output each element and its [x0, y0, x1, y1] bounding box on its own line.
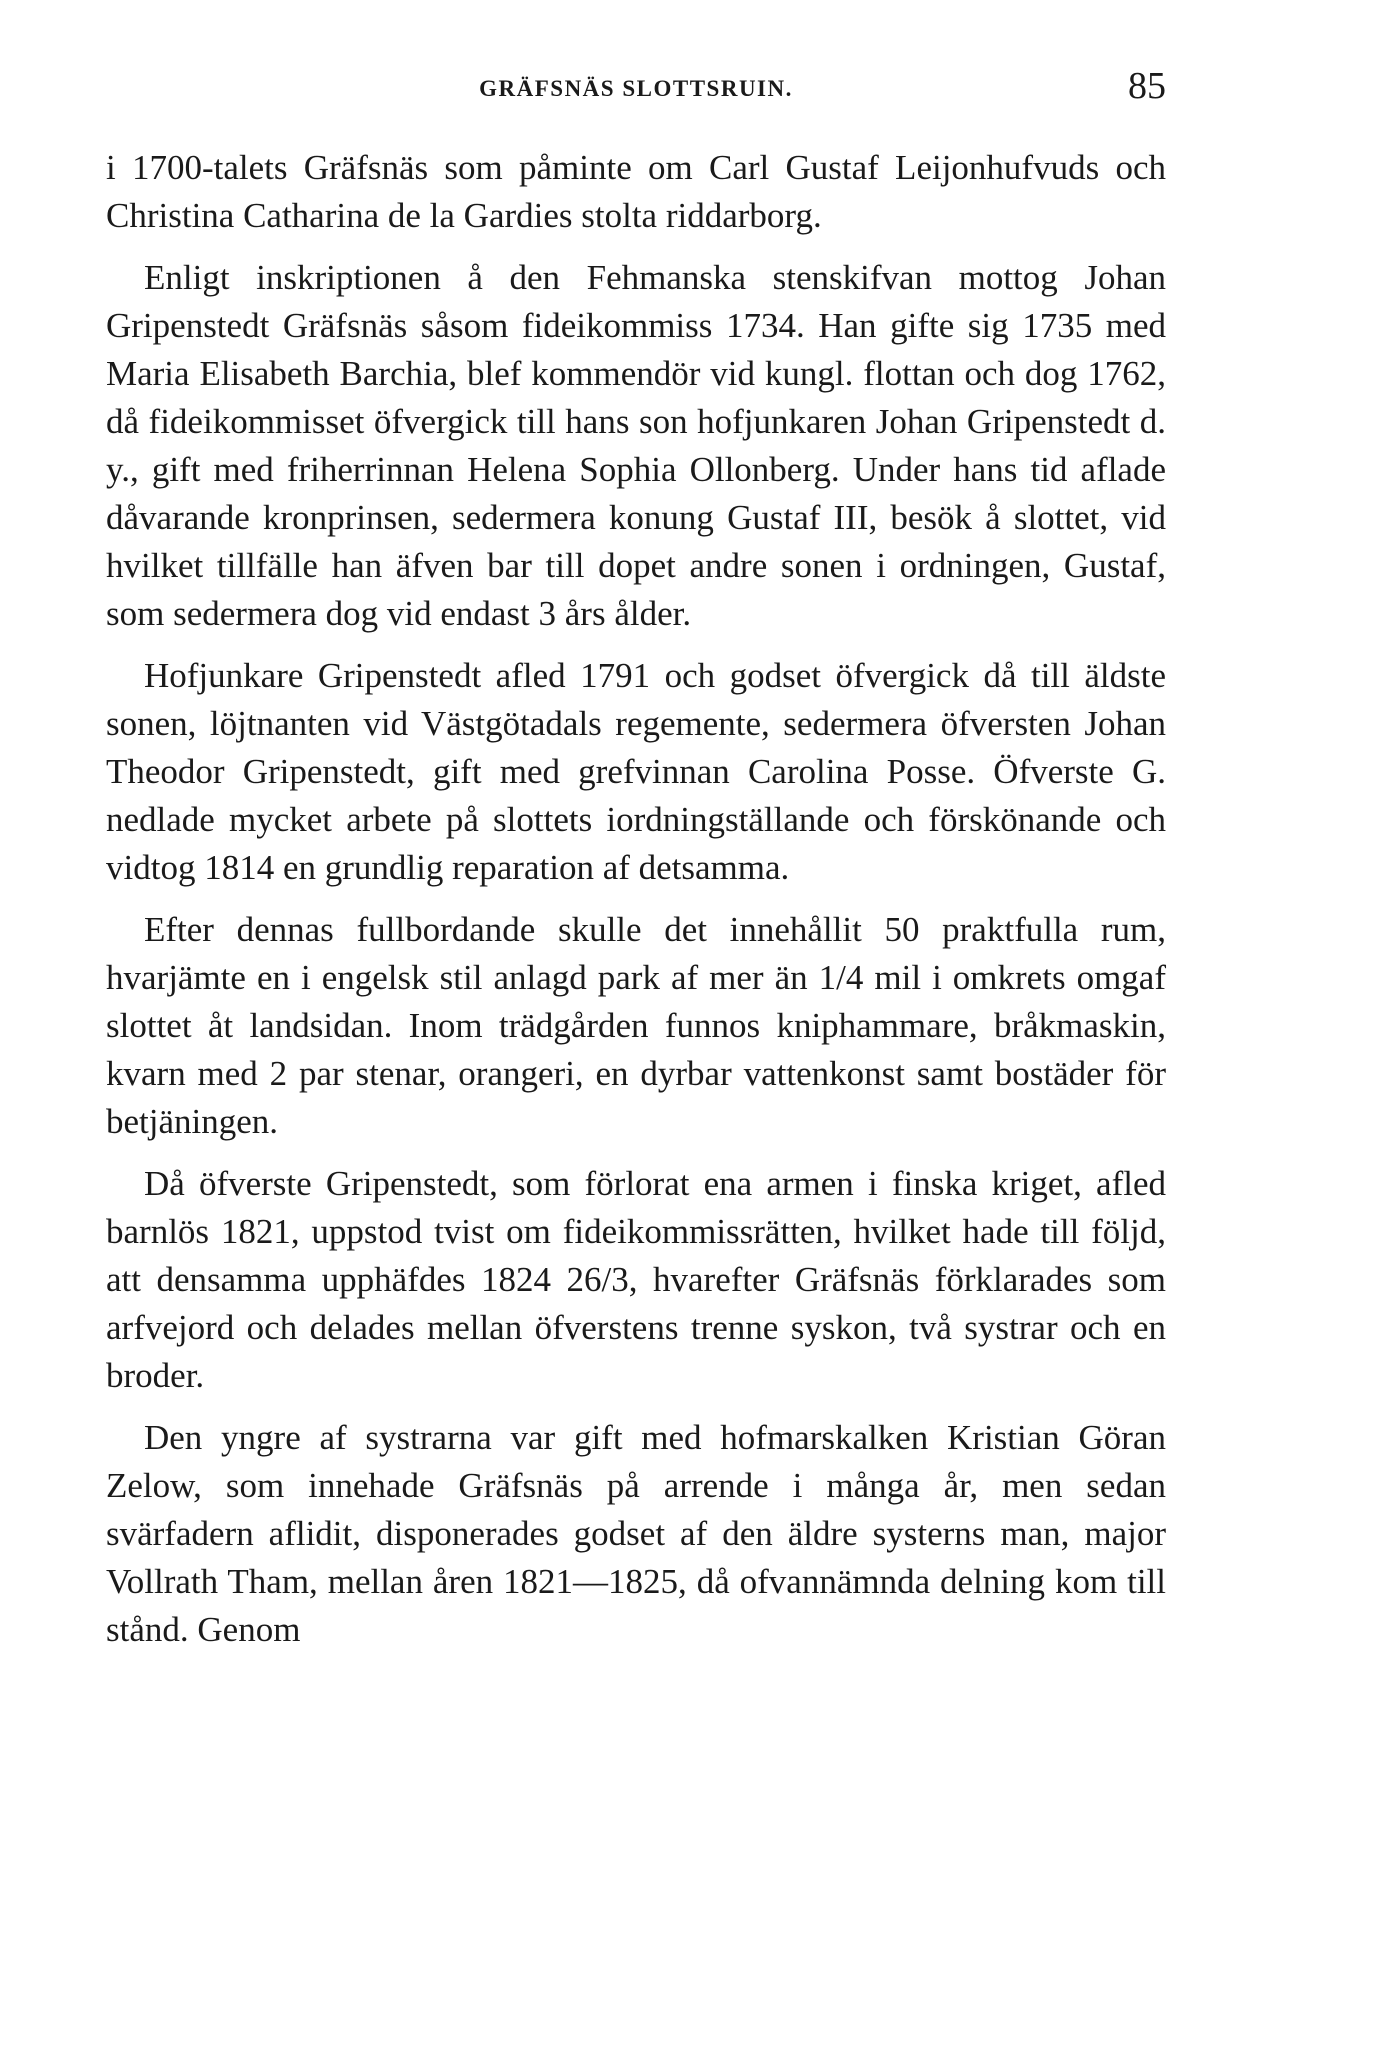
running-title: GRÄFSNÄS SLOTTSRUIN. [479, 76, 793, 101]
paragraph-castle-rooms: Efter dennas fullbordande skulle det innehållit 50 praktfulla rum, hvarjämte en i engelsk stil anlagd park af mer än 1/4 mil i omkrets omgaf slottet åt landsidan. Inom trädgården funnos kniphammare, bråkmaskin, kvarn med 2 par stenar, orangeri, en dyrbar vattenkonst samt bostäder för betjäningen. [106, 910, 1166, 1141]
book-page [106, 64, 1166, 1668]
paragraph-hofjunkare-gripenstedt: Hofjunkare Gripenstedt afled 1791 och godset öfvergick då till äldste sonen, löjtnanten vid Västgötadals regemente, sedermera öfversten Johan Theodor Gripenstedt, gift med grefvinnan Carolina Posse. Öfverste G. nedlade mycket arbete på slottets iordningställande och förskönande och vidtog 1814 en grundlig reparation af detsamma. [106, 656, 1166, 887]
paragraph-continued: i 1700-talets Gräfsnäs som påminte om Carl Gustaf Leijonhufvuds och Christina Catharina de la Gardies stolta riddarborg. [106, 148, 1166, 235]
paragraph-fideikommiss-dispute: Då öfverste Gripenstedt, som förlorat ena armen i finska kriget, afled barnlös 1821, uppstod tvist om fideikommissrätten, hvilket hade till följd, att densamma upphäfdes 1824 26/3, hvarefter Gräfsnäs förklarades som arfvejord och delades mellan öfverstens trenne syskon, två systrar och en broder. [106, 1164, 1166, 1395]
page-number: 85 [1128, 65, 1166, 107]
running-header [106, 64, 1166, 122]
paragraph-fehmanska-inscription: Enligt inskriptionen å den Fehmanska stenskifvan mottog Johan Gripenstedt Gräfsnäs såsom fideikommiss 1734. Han gifte sig 1735 med Maria Elisabeth Barchia, blef kommendör vid kungl. flottan och dog 1762, då fideikommisset öfvergick till hans son hofjunkaren Johan Gripenstedt d. y., gift med friherrinnan Helena Sophia Ollonberg. Under hans tid aflade dåvarande kronprinsen, sedermera konung Gustaf III, besök å slottet, vid hvilket tillfälle han äfven bar till dopet andre sonen i ordningen, Gustaf, som sedermera dog vid endast 3 års ålder. [106, 258, 1166, 633]
body-text [106, 144, 1166, 1654]
paragraph-younger-sister: Den yngre af systrarna var gift med hofmarskalken Kristian Göran Zelow, som innehade Gräfsnäs på arrende i många år, men sedan svärfadern aflidit, disponerades godset af den äldre systerns man, major Vollrath Tham, mellan åren 1821—1825, då ofvannämnda delning kom till stånd. Genom [106, 1418, 1166, 1649]
